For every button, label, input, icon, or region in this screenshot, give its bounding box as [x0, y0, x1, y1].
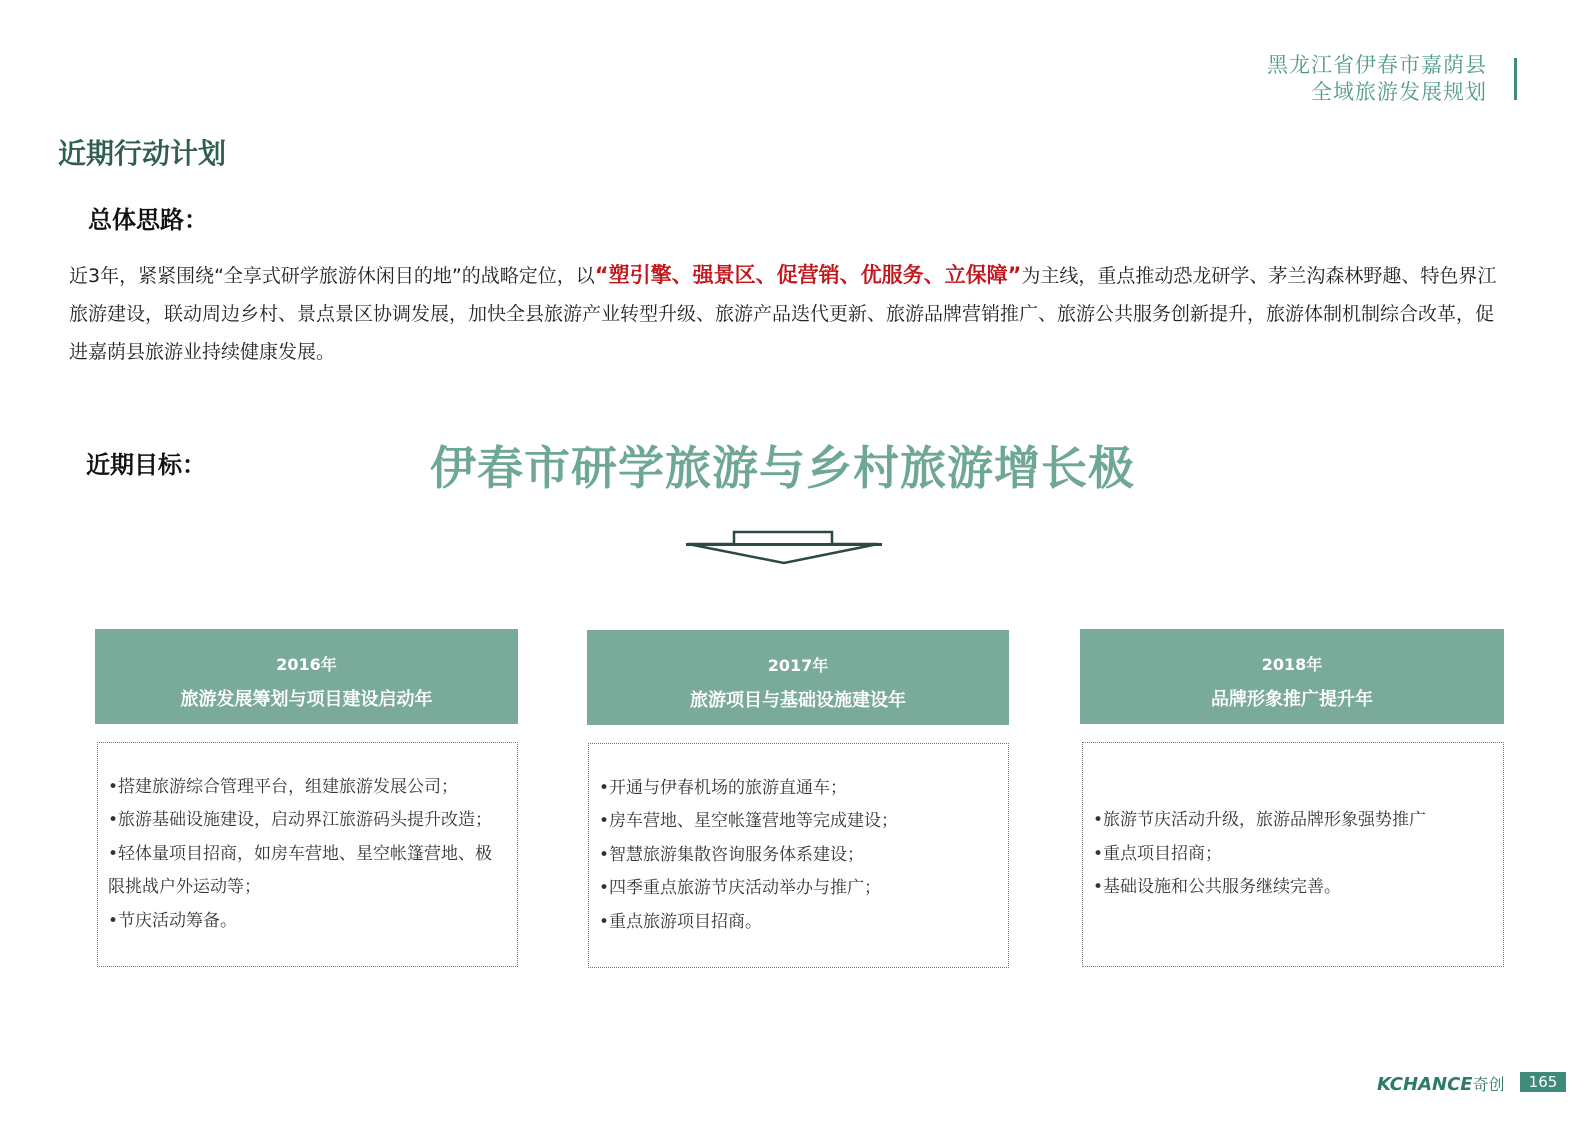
list-item: •基础设施和公共服务继续完善。	[1093, 877, 1342, 898]
overall-text-after: 为主线，重点推动恐龙研学、茅兰沟森林野趣、特色界江旅游建设，联动周边乡村、景点景区协调发展，加快全县旅游产业转型升级、旅游产品迭代更新、旅游品牌营销推广、旅游公共服务创新提升，旅游体制机制综合改革，促进嘉荫县旅游业持续健康发展。	[69, 265, 1497, 363]
list-item: •轻体量项目招商，如房车营地、星空帐篷营地、极限挑战户外运动等；	[108, 843, 493, 898]
overall-highlight: “塑引擎、强景区、促营销、优服务、立保障”	[594, 263, 1022, 287]
year-theme: 旅游项目与基础设施建设年	[690, 690, 906, 711]
year-label: 2016年	[276, 655, 337, 674]
goal-label: 近期目标：	[86, 451, 206, 479]
action-list-2017	[588, 743, 1009, 968]
year-card-2017	[587, 630, 1009, 725]
list-item: •四季重点旅游节庆活动举办与推广；	[599, 878, 882, 899]
goal-headline: 伊春市研学旅游与乡村旅游增长极	[430, 441, 1135, 495]
overall-label: 总体思路：	[88, 206, 208, 234]
year-label: 2017年	[767, 656, 829, 675]
list-item: •重点旅游项目招商。	[599, 911, 763, 932]
document-header	[1267, 52, 1487, 106]
year-card-2016	[95, 629, 518, 724]
overall-paragraph	[69, 256, 1509, 371]
logo-text-en: KCHANCE	[1377, 1074, 1473, 1095]
action-list-2016	[97, 742, 518, 967]
list-item: •重点项目招商；	[1093, 843, 1223, 864]
year-card-2018	[1080, 629, 1504, 724]
kchance-logo	[1377, 1072, 1505, 1095]
year-theme: 品牌形象推广提升年	[1211, 689, 1373, 710]
page-number: 165	[1520, 1072, 1566, 1092]
header-line-2: 全域旅游发展规划	[1311, 80, 1487, 104]
list-item: •搭建旅游综合管理平台，组建旅游发展公司；	[108, 776, 459, 797]
overall-text-before: 近3年，紧紧围绕“全享式研学旅游休闲目的地”的战略定位，以	[69, 265, 595, 287]
list-item: •旅游节庆活动升级，旅游品牌形象强势推广	[1093, 810, 1427, 831]
list-item: •智慧旅游集散咨询服务体系建设；	[599, 844, 865, 865]
year-label: 2018年	[1261, 655, 1323, 674]
list-item: •开通与伊春机场的旅游直通车；	[599, 777, 848, 798]
header-line-1: 黑龙江省伊春市嘉荫县	[1267, 53, 1487, 77]
list-item: •房车营地、星空帐篷营地等完成建设；	[599, 811, 899, 832]
down-arrow-icon	[686, 530, 882, 566]
header-divider-bar	[1514, 58, 1517, 100]
list-item: •旅游基础设施建设，启动界江旅游码头提升改造；	[108, 810, 493, 831]
year-theme: 旅游发展筹划与项目建设启动年	[180, 689, 433, 710]
section-title: 近期行动计划	[58, 137, 227, 170]
logo-text-cn: 奇创	[1472, 1075, 1505, 1094]
list-item: •节庆活动筹备。	[108, 910, 238, 931]
action-list-2018	[1082, 742, 1504, 967]
